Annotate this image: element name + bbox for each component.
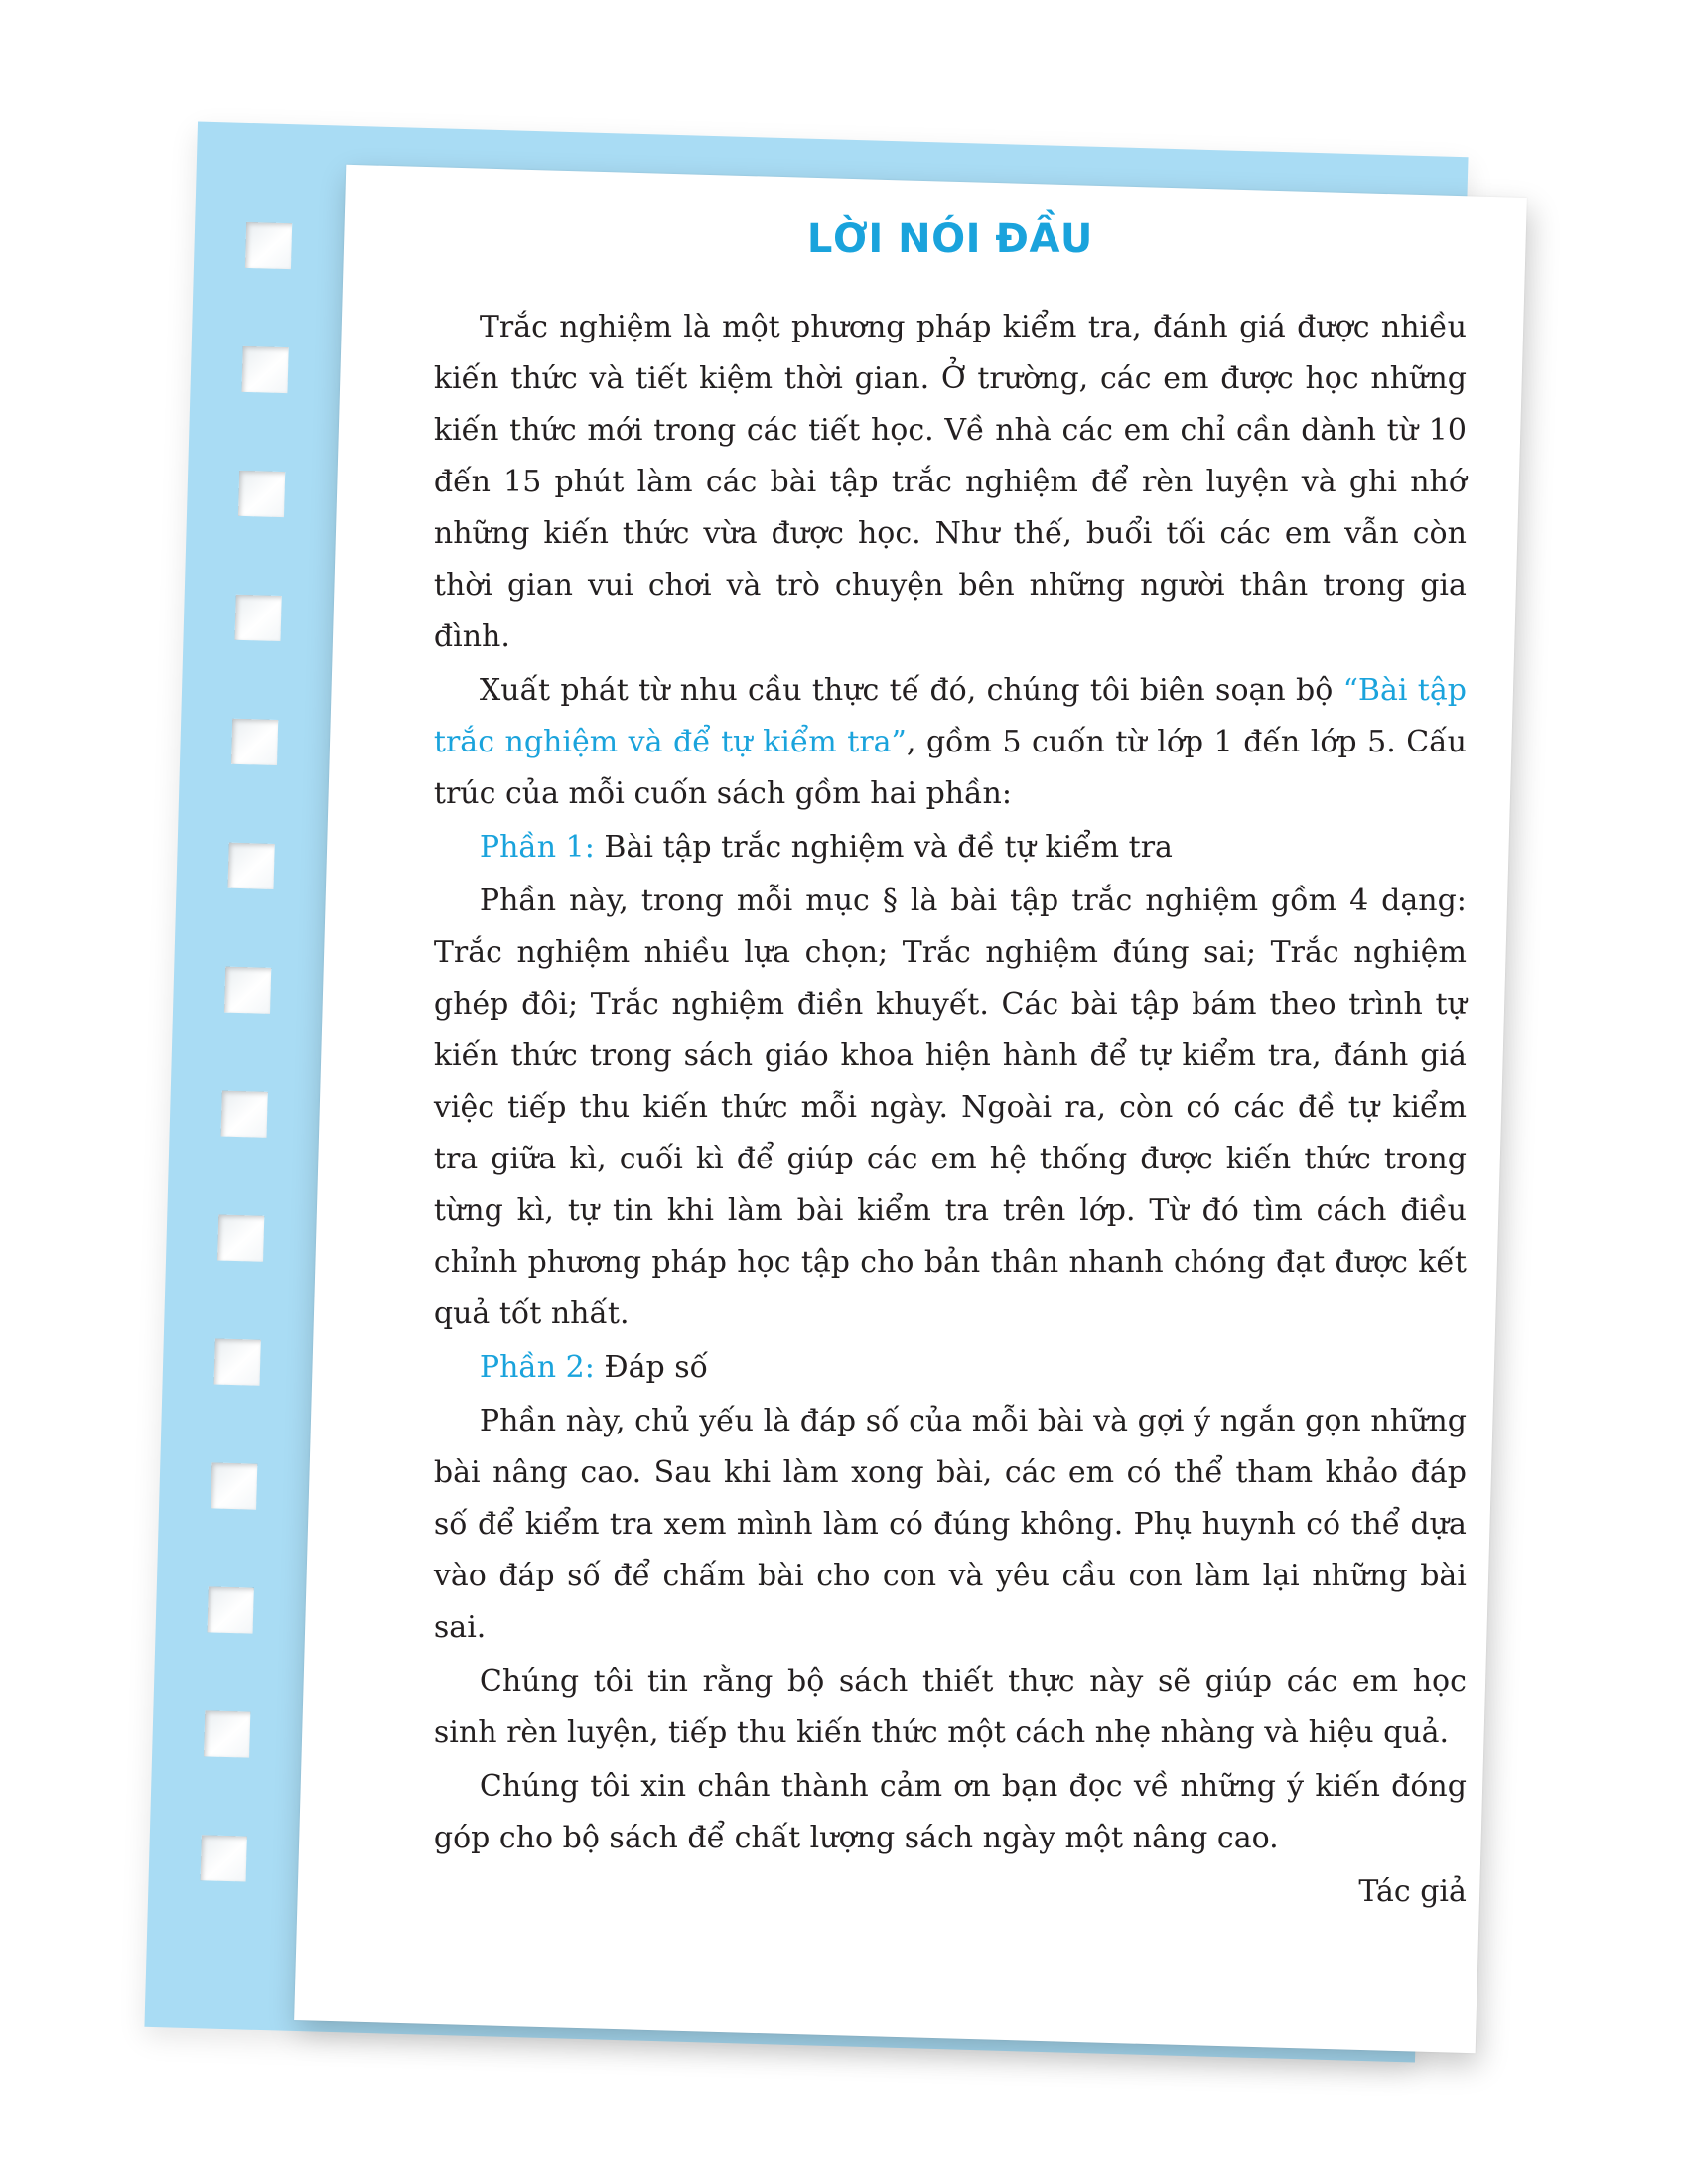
punch-hole (238, 471, 285, 517)
part-2-heading (434, 1342, 1467, 1394)
punch-hole (224, 967, 271, 1014)
punch-hole (201, 1835, 247, 1881)
punch-hole (221, 1091, 268, 1138)
part-1-title: Bài tập trắc nghiệm và đề tự kiểm tra (594, 830, 1173, 866)
series-text-after: , gồm 5 cuốn từ lớp 1 đến lớp 5. Cấu trúc của mỗi cuốn sách gồm hai phần: (433, 725, 1467, 812)
part-1-label: Phần 1: (479, 830, 595, 866)
punch-hole (228, 843, 275, 889)
paragraph-thanks: Chúng tôi xin chân thành cảm ơn bạn đọc về những ý kiến đóng góp cho bộ sách để chất lượng sách ngày một nâng cao. (433, 1769, 1467, 1856)
punch-hole (231, 719, 278, 765)
punch-hole (241, 346, 288, 393)
paragraph-series (434, 665, 1467, 820)
preface-page (294, 165, 1527, 2053)
paragraph-part-2: Phần này, chủ yếu là đáp số của mỗi bài và gợi ý ngắn gọn những bài nâng cao. Sau khi làm xong bài, các em có thể tham khảo đáp số để kiểm tra xem mình làm có đúng không. Phụ huynh có thể dựa vào đáp số để chấm bài cho con và yêu cầu con làm lại những bài sai. (433, 1404, 1467, 1646)
paragraph-belief: Chúng tôi tin rằng bộ sách thiết thực này sẽ giúp các em học sinh rèn luyện, tiếp thu kiến thức một cách nhẹ nhàng và hiệu quả. (433, 1664, 1467, 1751)
series-title: “Bài tập trắc nghiệm và để tự kiểm tra” (433, 673, 1467, 760)
punch-hole (208, 1586, 254, 1633)
punch-hole (211, 1462, 257, 1509)
page-title: LỜI NÓI ĐẦU (806, 216, 1093, 263)
part-2-title: Đáp số (594, 1350, 709, 1386)
part-1-heading (434, 822, 1467, 874)
preface-content (434, 216, 1467, 1918)
punch-hole (217, 1215, 264, 1262)
punch-hole (245, 222, 292, 269)
paragraph-intro: Trắc nghiệm là một phương pháp kiểm tra, đánh giá được nhiều kiến thức và tiết kiệm thời gian. Ở trường, các em được học những kiến thức mới trong các tiết học. Về nhà các em chỉ cần dành từ 10 đến 15 phút làm các bài tập trắc nghiệm để rèn luyện và ghi nhớ những kiến thức vừa được học. Như thế, buổi tối các em vẫn còn thời gian vui chơi và trò chuyện bên những người thân trong gia đình. (433, 310, 1467, 655)
paragraph-part-1: Phần này, trong mỗi mục § là bài tập trắc nghiệm gồm 4 dạng: Trắc nghiệm nhiều lựa chọn; Trắc nghiệm đúng sai; Trắc nghiệm ghép đôi; Trắc nghiệm điền khuyết. Các bài tập bám theo trình tự kiến thức trong sách giáo khoa hiện hành để tự kiểm tra, đánh giá việc tiếp thu kiến thức mỗi ngày. Ngoài ra, còn có các đề tự kiểm tra giữa kì, cuối kì để giúp các em hệ thống được kiến thức trong từng kì, tự tin khi làm bài kiểm tra trên lớp. Từ đó tìm cách điều chỉnh phương pháp học tập cho bản thân nhanh chóng đạt được kết quả tốt nhất. (433, 884, 1467, 1332)
series-text-before: Xuất phát từ nhu cầu thực tế đó, chúng tôi biên soạn bộ (479, 673, 1343, 709)
punch-hole (214, 1338, 261, 1385)
author-signature: Tác giả (1358, 1874, 1467, 1910)
punch-hole (234, 595, 281, 641)
punch-hole (204, 1710, 250, 1757)
part-2-label: Phần 2: (479, 1350, 595, 1386)
